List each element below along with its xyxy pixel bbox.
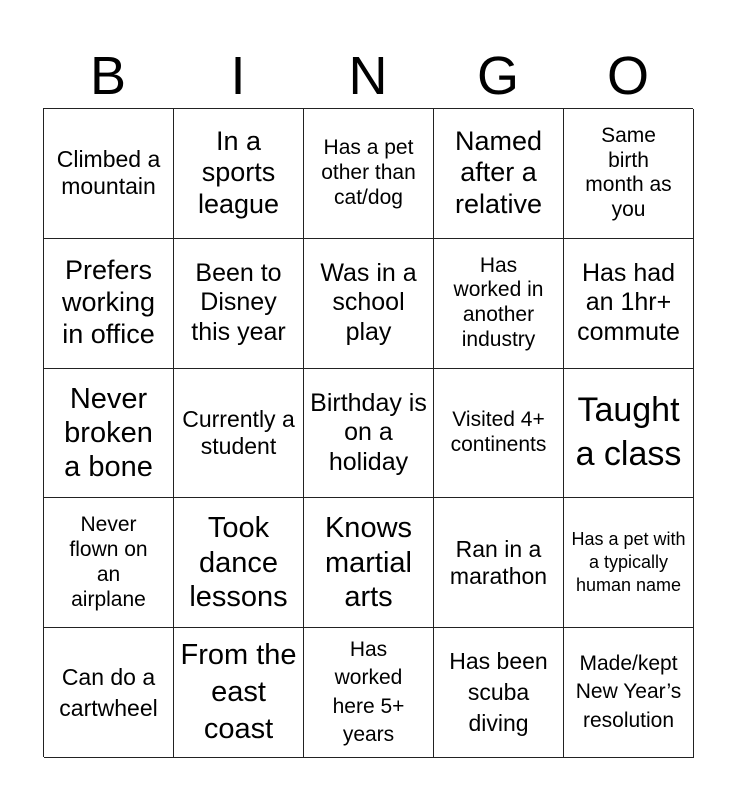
bingo-cell[interactable] bbox=[434, 498, 564, 628]
cell-text: Climbed a mountain bbox=[56, 146, 161, 200]
cell-text: Knows martial arts bbox=[324, 512, 413, 613]
header-letter-o: O bbox=[606, 46, 649, 106]
bingo-cell[interactable] bbox=[304, 628, 434, 758]
cell-text: In a sports league bbox=[197, 125, 280, 220]
bingo-cell[interactable] bbox=[304, 498, 434, 628]
cell-text: Took dance lessons bbox=[189, 512, 288, 613]
bingo-cell[interactable] bbox=[44, 109, 174, 239]
cell-text: Has worked here 5+ years bbox=[332, 637, 405, 746]
header-letter-b: B bbox=[89, 46, 127, 106]
cell-text: Visited 4+ continents bbox=[450, 408, 547, 456]
cell-text: Made/kept New Year’s resolution bbox=[575, 652, 682, 732]
bingo-cell[interactable] bbox=[564, 109, 694, 239]
header-letter-i: I bbox=[230, 46, 246, 106]
cell-text: Has worked in another industry bbox=[453, 253, 544, 351]
bingo-cell[interactable] bbox=[304, 239, 434, 369]
cell-text: From the east coast bbox=[180, 638, 297, 746]
cell-text: Ran in a marathon bbox=[449, 535, 548, 589]
cell-text: Was in a school play bbox=[320, 258, 417, 346]
cell-text: Has a pet other than cat/dog bbox=[321, 136, 416, 209]
bingo-cell[interactable] bbox=[44, 239, 174, 369]
cell-text: Taught a class bbox=[575, 391, 682, 473]
bingo-cell[interactable] bbox=[434, 628, 564, 758]
cell-text: Same birth month as you bbox=[585, 123, 672, 222]
bingo-header bbox=[43, 44, 693, 108]
bingo-cell[interactable] bbox=[434, 109, 564, 239]
cell-text: Prefers working in office bbox=[61, 255, 156, 350]
cell-text: Never broken a bone bbox=[64, 382, 153, 484]
bingo-cell[interactable] bbox=[564, 369, 694, 499]
bingo-cell[interactable] bbox=[564, 239, 694, 369]
cell-text: Has a pet with a typically human name bbox=[571, 528, 686, 596]
bingo-cell[interactable] bbox=[564, 498, 694, 628]
cell-text: Named after a relative bbox=[454, 125, 543, 220]
bingo-cell[interactable] bbox=[174, 239, 304, 369]
bingo-cell[interactable] bbox=[174, 498, 304, 628]
bingo-cell[interactable] bbox=[434, 239, 564, 369]
cell-text: Currently a student bbox=[182, 405, 295, 459]
header-letter-n: N bbox=[348, 46, 388, 106]
bingo-grid bbox=[43, 108, 693, 757]
bingo-cell[interactable] bbox=[304, 109, 434, 239]
cell-text: Has had an 1hr+ commute bbox=[577, 258, 680, 346]
bingo-cell[interactable] bbox=[434, 369, 564, 499]
cell-text: Birthday is on a holiday bbox=[310, 388, 427, 476]
bingo-cell[interactable] bbox=[304, 369, 434, 499]
bingo-cell[interactable] bbox=[44, 628, 174, 758]
bingo-cell[interactable] bbox=[174, 369, 304, 499]
header-letter-g: G bbox=[476, 46, 519, 106]
bingo-cell[interactable] bbox=[174, 628, 304, 758]
bingo-cell[interactable] bbox=[44, 369, 174, 499]
bingo-cell[interactable] bbox=[174, 109, 304, 239]
cell-text: Can do a cartwheel bbox=[59, 663, 158, 721]
bingo-cell[interactable] bbox=[564, 628, 694, 758]
cell-text: Never flown on an airplane bbox=[69, 513, 148, 611]
cell-text: Been to Disney this year bbox=[191, 258, 286, 346]
bingo-cell[interactable] bbox=[44, 498, 174, 628]
cell-text: Has been scuba diving bbox=[449, 648, 548, 737]
